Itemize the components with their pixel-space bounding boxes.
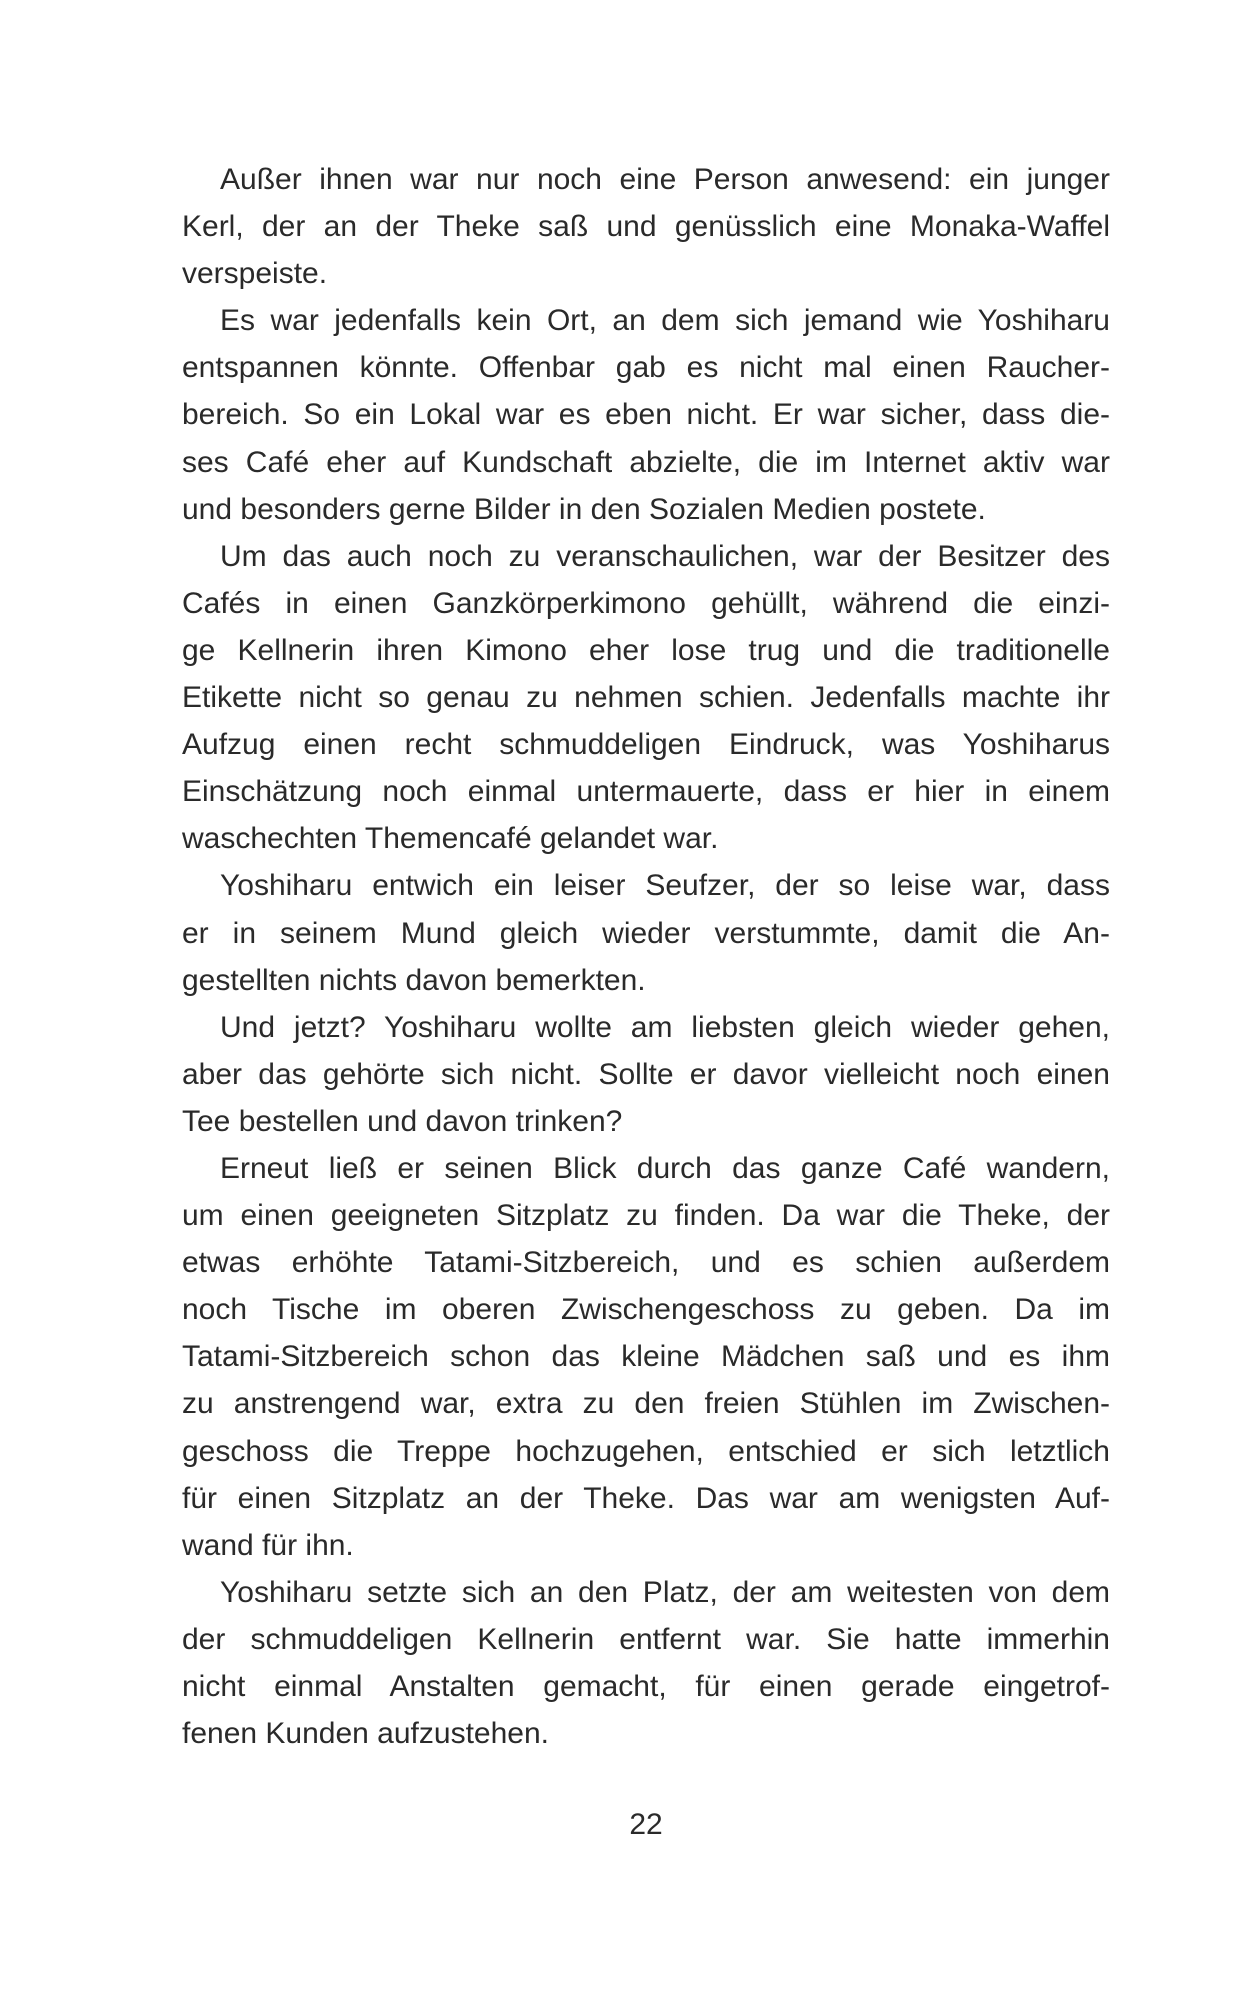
body-text [182,156,1110,1757]
text-line: wand für ihn. [182,1528,354,1562]
text-line: Einschätzung noch einmal untermauerte, dass er hier in einem [182,775,1110,809]
text-line: Cafés in einen Ganzkörperkimono gehüllt, während die einzi- [182,586,1110,620]
text-line: Es war jedenfalls kein Ort, an dem sich jemand wie Yoshiharu [220,304,1110,338]
paragraph [182,1004,1110,1145]
paragraph [182,1145,1110,1569]
text-line: etwas erhöhte Tatami-Sitzbereich, und es schien außerdem [182,1246,1110,1280]
text-line: Yoshiharu entwich ein leiser Seufzer, der so leise war, dass [220,869,1110,903]
paragraph [182,297,1110,532]
text-line: für einen Sitzplatz an der Theke. Das war am wenigsten Auf- [182,1481,1110,1515]
text-line: Yoshiharu setzte sich an den Platz, der am weitesten von dem [220,1575,1110,1609]
text-line: zu anstrengend war, extra zu den freien Stühlen im Zwischen- [182,1387,1110,1421]
text-line: er in seinem Mund gleich wieder verstummte, damit die An- [182,916,1110,950]
text-line: Tee bestellen und davon trinken? [182,1104,623,1138]
text-line: geschoss die Treppe hochzugehen, entschied er sich letztlich [182,1434,1110,1468]
text-line: Etikette nicht so genau zu nehmen schien. Jedenfalls machte ihr [182,681,1110,715]
text-line: noch Tische im oberen Zwischengeschoss zu geben. Da im [182,1293,1110,1327]
text-line: entspannen könnte. Offenbar gab es nicht mal einen Raucher- [182,351,1110,385]
text-line: fenen Kunden aufzustehen. [182,1717,549,1751]
text-line: Tatami-Sitzbereich schon das kleine Mädchen saß und es ihm [182,1340,1110,1374]
text-line: Außer ihnen war nur noch eine Person anwesend: ein junger [220,163,1110,196]
page-number: 22 [629,1808,663,1841]
text-line: Erneut ließ er seinen Blick durch das ganze Café wandern, [220,1151,1110,1185]
paragraph [182,533,1110,863]
text-line: und besonders gerne Bilder in den Sozialen Medien postete. [182,492,986,526]
text-line: der schmuddeligen Kellnerin entfernt war. Sie hatte immerhin [182,1622,1110,1656]
text-line: Um das auch noch zu veranschaulichen, war der Besitzer des [220,539,1110,573]
text-line: ses Café eher auf Kundschaft abzielte, die im Internet aktiv war [182,445,1110,479]
text-line: Und jetzt? Yoshiharu wollte am liebsten gleich wieder gehen, [220,1010,1110,1044]
paragraph [182,1569,1110,1757]
text-line: gestellten nichts davon bemerkten. [182,963,646,997]
text-line: Aufzug einen recht schmuddeligen Eindruck, was Yoshiharus [182,728,1110,762]
text-line: waschechten Themencafé gelandet war. [182,822,719,856]
text-line: ge Kellnerin ihren Kimono eher lose trug und die traditionelle [182,633,1110,667]
paragraph [182,862,1110,1003]
text-line: aber das gehörte sich nicht. Sollte er davor vielleicht noch einen [182,1057,1110,1091]
text-line: nicht einmal Anstalten gemacht, für einen gerade eingetrof- [182,1670,1110,1703]
text-line: um einen geeigneten Sitzplatz zu finden. Da war die Theke, der [182,1199,1110,1233]
paragraph [182,156,1110,297]
text-line: bereich. So ein Lokal war es eben nicht. Er war sicher, dass die- [182,398,1110,432]
text-line: Kerl, der an der Theke saß und genüsslich eine Monaka-Waffel [182,210,1110,244]
text-line: verspeiste. [182,257,328,291]
